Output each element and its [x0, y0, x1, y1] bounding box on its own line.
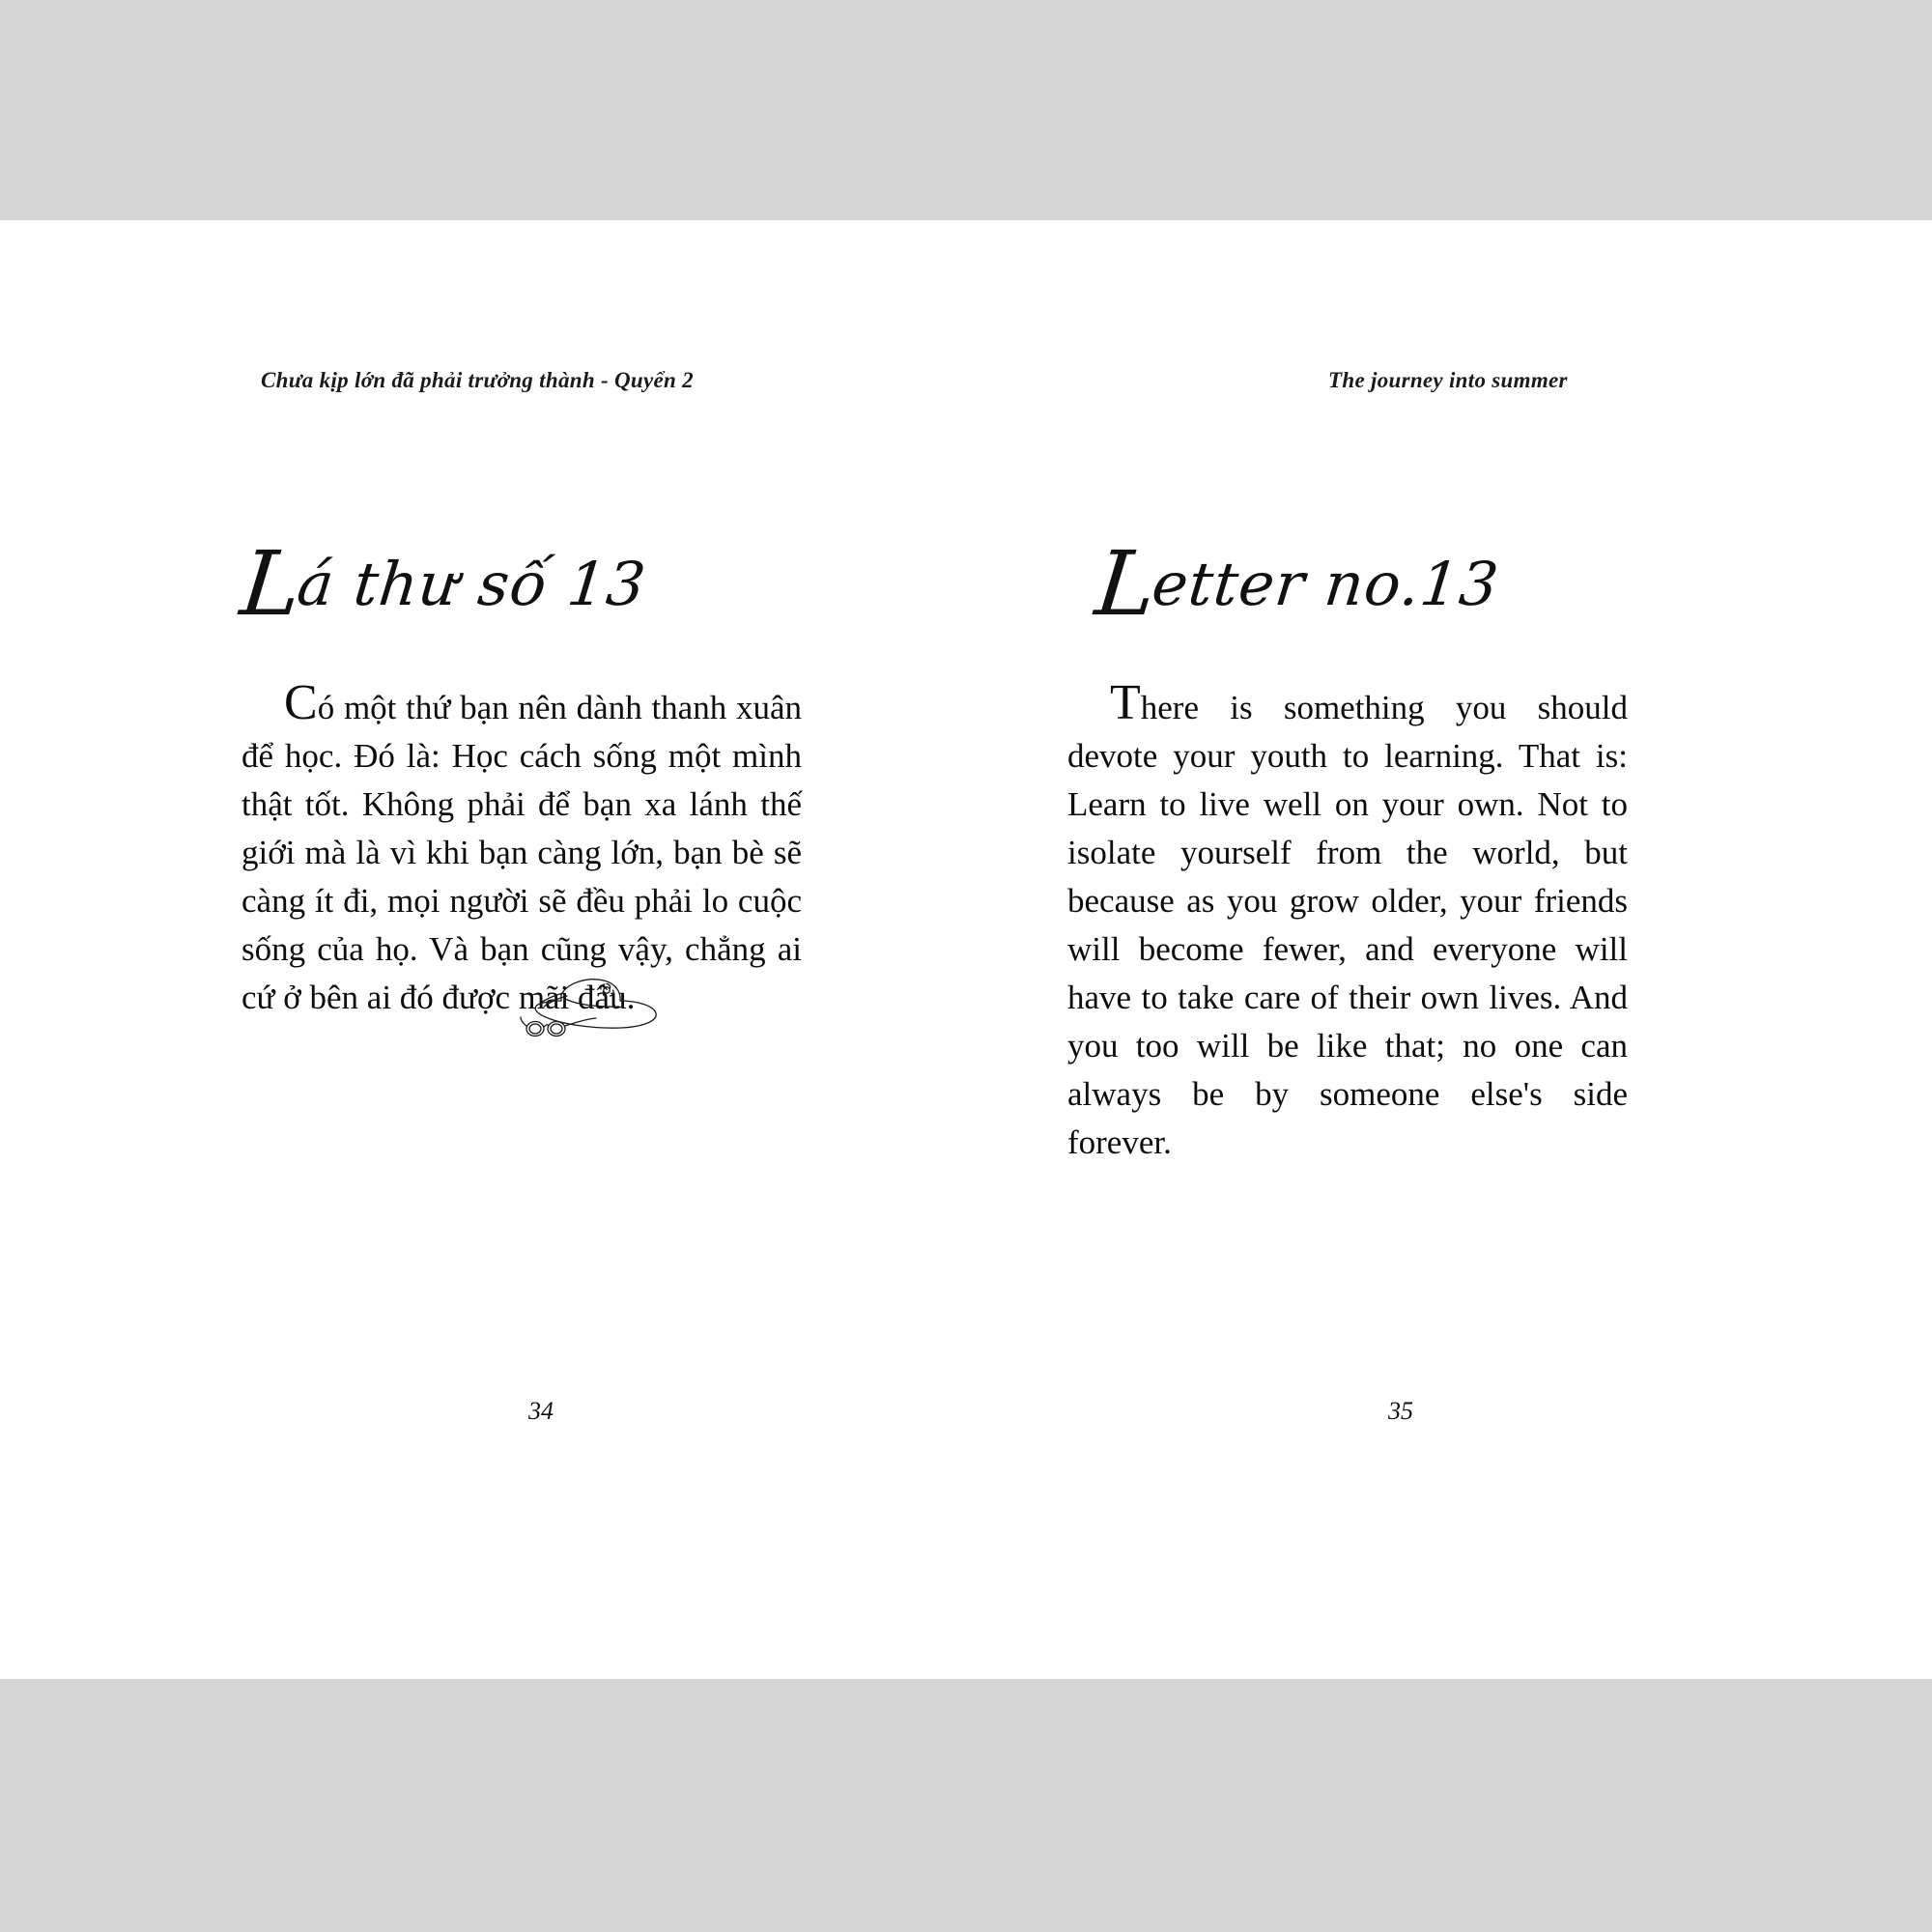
paragraph-right-dropcap: T	[1110, 675, 1141, 730]
book-spread	[0, 220, 1932, 1679]
paragraph-right-text: here is something you should devote your youth to learning. That is: Learn to live well on your own. Not to isolate yourself from the world, but because as you grow older, your friends will become fewer, and everyone will have to take care of their own lives. And you too will be like that; no one can always be by someone else's side forever.	[1067, 689, 1628, 1161]
letter-title-right	[1091, 532, 1503, 636]
page-right	[966, 220, 1835, 1679]
letter-title-left-text: á thư số 13	[294, 549, 650, 619]
running-head-right: The journey into summer	[1328, 368, 1568, 392]
letter-title-right-dropcap: L	[1091, 532, 1162, 636]
page-number-left: 34	[528, 1397, 554, 1425]
letter-title-left-dropcap: L	[236, 532, 307, 636]
body-text-right	[1067, 675, 1628, 1167]
paragraph-right	[1067, 675, 1628, 1167]
page-number-right: 35	[1388, 1397, 1413, 1425]
sun-hat-and-sunglasses-icon	[507, 969, 671, 1046]
letter-title-left	[236, 532, 650, 636]
paragraph-left-text: ó một thứ bạn nên dành thanh xuân để học. Đó là: Học cách sống một mình thật tốt. Không phải để bạn xa lánh thế giới mà là vì khi bạn càng lớn, bạn bè sẽ càng ít đi, mọi người sẽ đều phải lo cuộc sống của họ. Và bạn cũng vậy, chẳng ai cứ ở bên ai đó được mãi đâu.	[242, 689, 802, 1016]
running-head-left: Chưa kịp lớn đã phải trưởng thành - Quyển 2	[261, 368, 694, 392]
letter-title-right-text: etter no.13	[1149, 549, 1503, 619]
page-left	[106, 220, 976, 1679]
paragraph-left-dropcap: C	[284, 675, 318, 730]
